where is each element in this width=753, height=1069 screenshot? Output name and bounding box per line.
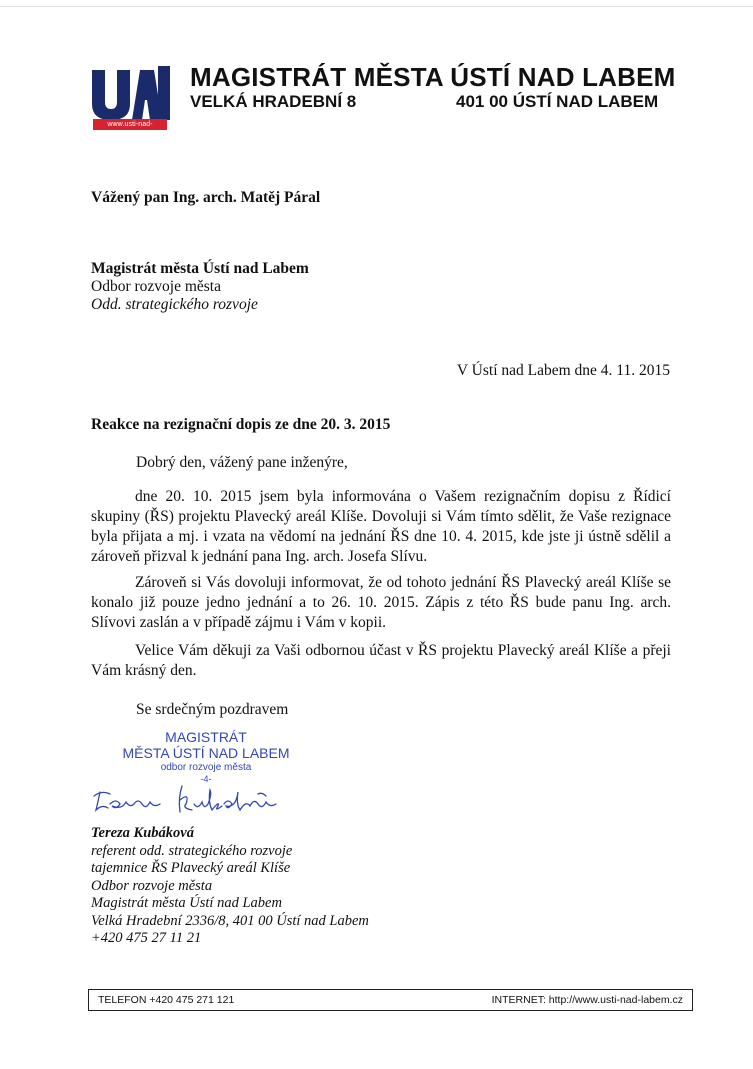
- paragraph-2-text: Zároveň si Vás dovoluji informovat, že od tohoto jednání ŘS Plavecký areál Klíše se konalo již pouze jedno jednání a to 26. 10. 2015. Zápis z této ŘS bude panu Ing. arch. Slívovi zaslán a v případě zájmu i Vám v kopii.: [91, 574, 671, 631]
- stamp-line-3: odbor rozvoje města: [160, 762, 252, 773]
- signer-dept: Odbor rozvoje města: [91, 877, 213, 894]
- paragraph-3-text: Velice Vám děkuji za Vaši odbornou účast v ŘS projektu Plavecký areál Klíše a přeji Vám krásný den.: [91, 642, 671, 679]
- signer-org: Magistrát města Ústí nad Labem: [91, 895, 282, 911]
- closing: Se srdečným pozdravem: [136, 701, 289, 718]
- stamp-line-2: MĚSTA ÚSTÍ NAD LABEM: [122, 745, 290, 761]
- recipient: Vážený pan Ing. arch. Matěj Páral: [91, 189, 321, 206]
- letter-footer: [88, 989, 693, 1011]
- handwritten-signature: [86, 780, 301, 820]
- signer-address: Velká Hradební 2336/8, 401 00 Ústí nad Labem: [91, 912, 369, 929]
- footer-phone: TELEFON +420 475 271 121: [98, 994, 235, 1006]
- paragraph-1: [91, 487, 671, 567]
- stamp-line-1: MAGISTRÁT: [165, 729, 247, 745]
- organization-city: 401 00 ÚSTÍ NAD LABEM: [456, 92, 659, 111]
- signer-name: Tereza Kubáková: [91, 825, 194, 841]
- stamp-line-4: -4-: [200, 774, 212, 784]
- date-line: V Ústí nad Labem dne 4. 11. 2015: [456, 362, 670, 379]
- organization-name: MAGISTRÁT MĚSTA ÚSTÍ NAD LABEM: [190, 62, 676, 92]
- sender-unit: Odd. strategického rozvoje: [91, 296, 258, 313]
- paragraph-1-text: dne 20. 10. 2015 jsem byla informována o Vašem rezignačním dopisu z Řídicí skupiny (ŘS) projektu Plavecký areál Klíše. Dovoluji si Vám tímto sdělit, že Vaše rezignace byla přijata a mj. i vzata na vědomí na jednání ŘS dne 10. 4. 2015, kde jste ji ústně sdělil a zároveň přizval k jednání pana Ing. arch. Josefa Slívu.: [91, 488, 671, 565]
- paragraph-2: [91, 573, 671, 633]
- sender-org: Magistrát města Ústí nad Labem: [91, 260, 309, 277]
- organization-street: VELKÁ HRADEBNÍ 8: [190, 92, 357, 111]
- sender-dept: Odbor rozvoje města: [91, 278, 221, 295]
- greeting: Dobrý den, vážený pane inženýre,: [136, 454, 348, 471]
- signature-block: [91, 825, 369, 948]
- signer-role-1: referent odd. strategického rozvoje: [91, 842, 293, 859]
- official-stamp: [116, 729, 296, 784]
- logo-web-address: www.usti-nad-labem.cz: [93, 119, 167, 130]
- footer-internet: INTERNET: http://www.usti-nad-labem.cz: [491, 994, 683, 1006]
- signer-role-2: tajemnice ŘS Plavecký areál Klíše: [91, 860, 291, 876]
- signer-phone: +420 475 27 11 21: [91, 930, 202, 946]
- subject: Reakce na rezignační dopis ze dne 20. 3. 2015: [91, 416, 391, 433]
- scan-artifact-line: [0, 6, 753, 7]
- paragraph-3: [91, 641, 671, 681]
